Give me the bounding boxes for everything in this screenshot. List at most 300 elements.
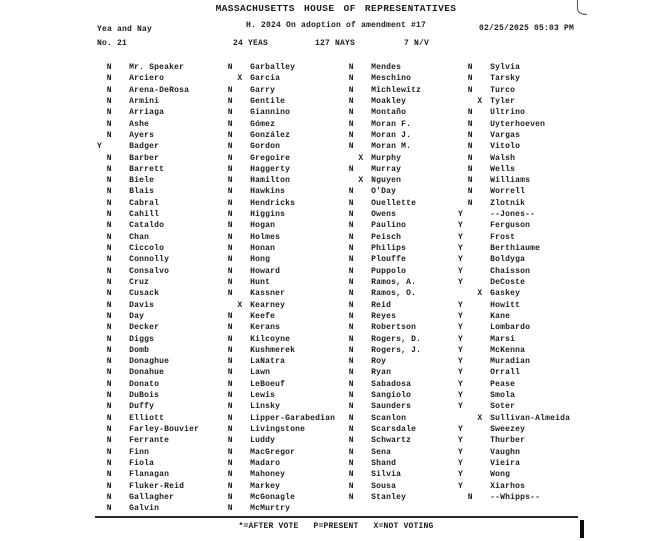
vote-letter: N [106,334,112,344]
vote-row [458,390,570,401]
vote-slot-empty [458,62,468,73]
vote-letter: N [106,108,112,118]
vote-row [458,447,570,458]
vote-row [97,232,199,243]
vote-slot-empty [339,220,349,231]
vote-row [458,481,570,492]
member-name: Day [129,311,145,321]
vote-slot-empty [237,311,247,322]
vote-slot-empty [237,288,247,299]
vote-slot-empty [468,345,478,356]
member-name: Donaghue [129,357,170,367]
vote-letter: N [348,345,354,355]
vote-slot-empty [237,85,247,96]
vote-slot-empty [358,164,368,175]
vote-row [458,322,570,333]
vote-letter: N [467,198,473,208]
member-name: Gaskey [490,289,521,299]
vote-slot-empty [477,322,487,333]
vote-letter: N [348,164,354,174]
member-name: Higgins [250,210,286,220]
vote-row [97,334,199,345]
vote-row [458,164,570,175]
vote-slot-empty [218,379,228,390]
vote-row [339,153,421,164]
vote-slot-empty [237,334,247,345]
member-name: Marsi [490,334,516,344]
member-name: Lewis [250,391,276,401]
vote-slot-empty [116,220,126,231]
vote-slot-empty [458,153,468,164]
vote-slot-empty [237,322,247,333]
vote-letter: N [348,198,354,208]
vote-row [339,469,421,480]
vote-slot-empty [339,367,349,378]
member-name: Williams [490,176,531,186]
vote-slot-empty [97,266,107,277]
vote-slot-empty [358,73,368,84]
vote-slot-empty [458,288,468,299]
vote-slot-empty [116,356,126,367]
vote-slot-empty [116,311,126,322]
vote-letter: Y [458,425,464,434]
member-name: Donahue [129,368,165,378]
vote-letter: N [467,187,473,197]
vote-slot-empty [218,175,228,186]
vote-row [458,107,570,118]
vote-row [218,322,335,333]
vote-column-1 [97,62,199,515]
member-name: Flanagan [129,470,170,480]
member-name: Barrett [129,164,165,174]
vote-letter: N [467,153,473,163]
vote-row [97,119,199,130]
member-name: Plouffe [371,255,407,265]
member-name: Ramos, A. [371,277,417,287]
vote-slot-empty [97,413,107,424]
vote-row [218,367,335,378]
vote-slot-empty [358,277,368,288]
nays-count: 127 NAYS [315,39,356,48]
vote-slot-empty [97,458,107,469]
vote-row [339,209,421,220]
member-name: González [250,130,291,140]
vote-slot-empty [237,367,247,378]
vote-row [97,481,199,492]
vote-slot-empty [339,243,349,254]
vote-letter: X [477,96,483,106]
vote-slot-empty [358,254,368,265]
vote-row [97,220,199,231]
member-name: Howard [250,266,281,276]
vote-slot-empty [477,164,487,175]
vote-slot-empty [477,85,487,96]
vote-slot-empty [97,435,107,446]
member-name: Elliott [129,413,165,423]
vote-slot-empty [218,198,228,209]
vote-slot-empty [349,153,359,164]
vote-slot-empty [477,130,487,141]
vote-row [339,424,421,435]
member-name: Lipper-Garabedian [250,413,336,423]
vote-letter: N [106,266,112,276]
vote-slot-empty [237,96,247,107]
vote-row [218,62,335,73]
vote-slot-empty [116,209,126,220]
vote-slot-empty [237,435,247,446]
vote-letter: N [348,300,354,310]
vote-row [218,209,335,220]
vote-slot-empty [339,458,349,469]
member-name: Arciero [129,74,165,84]
vote-row [218,175,335,186]
vote-letter: N [348,255,354,265]
vote-letter: N [348,379,354,389]
vote-letter: Y [458,391,464,401]
vote-letter: N [467,74,473,84]
footer-divider [95,516,578,518]
vote-slot-empty [339,130,349,141]
member-name: Frost [490,232,516,242]
vote-slot-empty [97,119,107,130]
vote-letter: N [348,368,354,378]
text-cursor [580,520,584,538]
vote-slot-empty [358,243,368,254]
vote-slot-empty [358,469,368,480]
vote-letter: N [348,492,354,502]
vote-slot-empty [97,503,107,514]
member-name: Zlotnik [490,198,526,208]
vote-slot-empty [97,322,107,333]
vote-slot-empty [339,356,349,367]
member-name: Puppolo [371,266,407,276]
vote-letter: Y [458,266,464,276]
vote-letter: Y [458,232,464,242]
vote-slot-empty [237,266,247,277]
member-name: Gallagher [129,492,175,502]
vote-row [339,322,421,333]
vote-row [218,401,335,412]
vote-letter: N [227,289,233,299]
member-name: Galvin [129,504,160,514]
vote-letter: Y [458,345,464,355]
vote-row [458,311,570,322]
vote-slot-empty [477,141,487,152]
vote-row [218,277,335,288]
vote-row [339,435,421,446]
vote-letter: N [227,492,233,502]
vote-letter: Y [458,436,464,446]
vote-slot-empty [339,175,349,186]
vote-slot-empty [339,119,349,130]
vote-slot-empty [97,243,107,254]
vote-slot-empty [237,379,247,390]
vote-slot-empty [339,492,349,503]
member-name: Philips [371,244,407,253]
vote-letter: N [106,402,112,412]
vote-slot-empty [97,130,107,141]
vote-letter: N [227,413,233,423]
vote-slot-empty [358,356,368,367]
member-name: Stanley [371,492,407,502]
vote-slot-empty [358,198,368,209]
vote-slot-empty [339,379,349,390]
vote-slot-empty [468,334,478,345]
vote-row [458,198,570,209]
vote-slot-empty [218,141,228,152]
member-name: Biele [129,176,155,186]
vote-row [218,130,335,141]
member-name: Sangiolo [371,391,412,401]
vote-row [97,277,199,288]
member-name: Armini [129,96,160,106]
vote-letter: Y [458,323,464,333]
vote-letter: X [358,176,364,186]
vote-letter: Y [458,481,464,491]
vote-slot-empty [339,209,349,220]
vote-letter: Y [458,357,464,367]
vote-slot-empty [218,469,228,480]
vote-letter: N [106,119,112,129]
vote-slot-empty [458,492,468,503]
vote-slot-empty [477,175,487,186]
vote-row [339,198,421,209]
vote-type-label: Yea and Nay [97,25,153,34]
vote-slot-empty [358,209,368,220]
vote-slot-empty [339,469,349,480]
vote-row [339,401,421,412]
vote-row [218,164,335,175]
vote-row [339,367,421,378]
vote-letter: N [106,85,112,95]
vote-row [458,379,570,390]
vote-slot-empty [468,311,478,322]
vote-slot-empty [237,390,247,401]
vote-slot-empty [116,481,126,492]
vote-slot-empty [116,119,126,130]
vote-row [97,107,199,118]
vote-letter: N [227,187,233,197]
vote-letter: N [106,345,112,355]
vote-row [97,401,199,412]
vote-slot-empty [358,334,368,345]
vote-slot-empty [477,356,487,367]
vote-slot-empty [458,164,468,175]
vote-datetime: 02/25/2025 05:03 PM [479,24,575,33]
vote-slot-empty [116,130,126,141]
vote-row [339,175,421,186]
vote-slot-empty [116,367,126,378]
vote-slot-empty [458,85,468,96]
vote-slot-empty [358,300,368,311]
vote-slot-empty [97,367,107,378]
vote-slot-empty [458,413,468,424]
vote-slot-empty [468,277,478,288]
vote-slot-empty [218,73,228,84]
vote-slot-empty [358,322,368,333]
vote-row [458,220,570,231]
vote-slot-empty [458,107,468,118]
vote-slot-empty [116,175,126,186]
vote-row [97,243,199,254]
member-name: DeCoste [490,277,526,287]
vote-row [339,458,421,469]
vote-row [458,119,570,130]
vote-slot-empty [358,186,368,197]
vote-row [339,413,421,424]
vote-row [339,288,421,299]
vote-slot-empty [358,288,368,299]
vote-letter: X [477,413,483,423]
vote-slot-empty [218,164,228,175]
member-name: Robertson [371,323,417,333]
vote-row [218,469,335,480]
member-name: Madaro [250,458,281,468]
vote-row [458,367,570,378]
vote-row [97,413,199,424]
vote-slot-empty [477,424,487,435]
vote-slot-empty [339,288,349,299]
vote-letter: N [106,130,112,140]
vote-row [458,186,570,197]
vote-letter: Y [97,142,103,152]
vote-letter: N [227,85,233,95]
vote-slot-empty [358,367,368,378]
vote-letter: N [348,277,354,287]
vote-slot-empty [339,401,349,412]
vote-slot-empty [477,311,487,322]
vote-row [218,424,335,435]
vote-slot-empty [458,73,468,84]
member-name: Walsh [490,153,516,163]
member-name: Hendricks [250,198,296,208]
member-name: Boldyga [490,255,526,265]
vote-row [218,458,335,469]
member-name: Owens [371,210,397,220]
member-name: McKenna [490,345,526,355]
vote-letter: N [106,96,112,106]
vote-row [218,379,335,390]
member-name: Murphy [371,153,402,163]
vote-row [339,379,421,390]
vote-slot-empty [116,73,126,84]
vote-row [458,232,570,243]
vote-slot-empty [237,401,247,412]
vote-row [458,73,570,84]
vote-letter: Y [458,221,464,231]
vote-letter: N [227,447,233,457]
vote-slot-empty [477,435,487,446]
member-name: Hamilton [250,176,291,186]
nv-count: 7 N/V [404,39,430,48]
vote-slot-empty [339,345,349,356]
page-title: MASSACHUSETTS HOUSE OF REPRESENTATIVES [215,3,457,14]
vote-letter: N [106,63,112,72]
member-name: Moran J. [371,130,412,140]
vote-row [339,73,421,84]
vote-row [97,198,199,209]
vote-slot-empty [237,186,247,197]
vote-slot-empty [477,232,487,243]
vote-slot-empty [468,288,478,299]
vote-row [218,356,335,367]
vote-letter: N [106,74,112,84]
vote-slot-empty [477,390,487,401]
vote-slot-empty [358,458,368,469]
vote-letter: N [106,198,112,208]
vote-slot-empty [358,379,368,390]
vote-slot-empty [218,367,228,378]
vote-row [339,300,421,311]
vote-letter: Y [458,402,464,412]
vote-slot-empty [116,141,126,152]
vote-slot-empty [339,277,349,288]
vote-slot-empty [97,469,107,480]
vote-slot-empty [218,413,228,424]
vote-slot-empty [97,220,107,231]
vote-letter: N [348,413,354,423]
vote-row [97,435,199,446]
vote-row [339,492,421,503]
vote-slot-empty [218,356,228,367]
vote-letter: N [106,255,112,265]
vote-row [339,85,421,96]
vote-slot-empty [477,334,487,345]
vote-row [218,390,335,401]
member-name: Gómez [250,119,276,129]
vote-letter: N [348,130,354,140]
member-name: Garcia [250,74,281,84]
vote-letter: N [106,391,112,401]
vote-slot-empty [339,334,349,345]
member-name: Moran F. [371,119,412,129]
vote-row [218,243,335,254]
vote-slot-empty [477,367,487,378]
vote-slot-empty [358,481,368,492]
vote-slot-empty [458,186,468,197]
vote-row [218,96,335,107]
vote-slot-empty [116,492,126,503]
vote-slot-empty [237,220,247,231]
vote-slot-empty [477,186,487,197]
vote-letter: N [227,357,233,367]
vote-slot-empty [237,503,247,514]
vote-letter: N [348,425,354,434]
vote-letter: N [348,311,354,321]
vote-row [97,85,199,96]
vote-slot-empty [116,153,126,164]
vote-row [458,435,570,446]
member-name: LaNatra [250,357,286,367]
vote-letter: N [227,244,233,253]
member-name: DuBois [129,391,160,401]
vote-letter: N [348,334,354,344]
vote-letter: N [467,142,473,152]
vote-letter: N [227,481,233,491]
member-name: Scanlon [371,413,407,423]
vote-slot-empty [477,220,487,231]
member-name: Sylvia [490,63,521,72]
member-name: Montaño [371,108,407,118]
vote-row [339,311,421,322]
vote-letter: N [348,187,354,197]
vote-slot-empty [339,481,349,492]
vote-slot-empty [358,447,368,458]
vote-slot-empty [97,85,107,96]
vote-row [97,311,199,322]
vote-letter: N [227,379,233,389]
vote-row [339,254,421,265]
